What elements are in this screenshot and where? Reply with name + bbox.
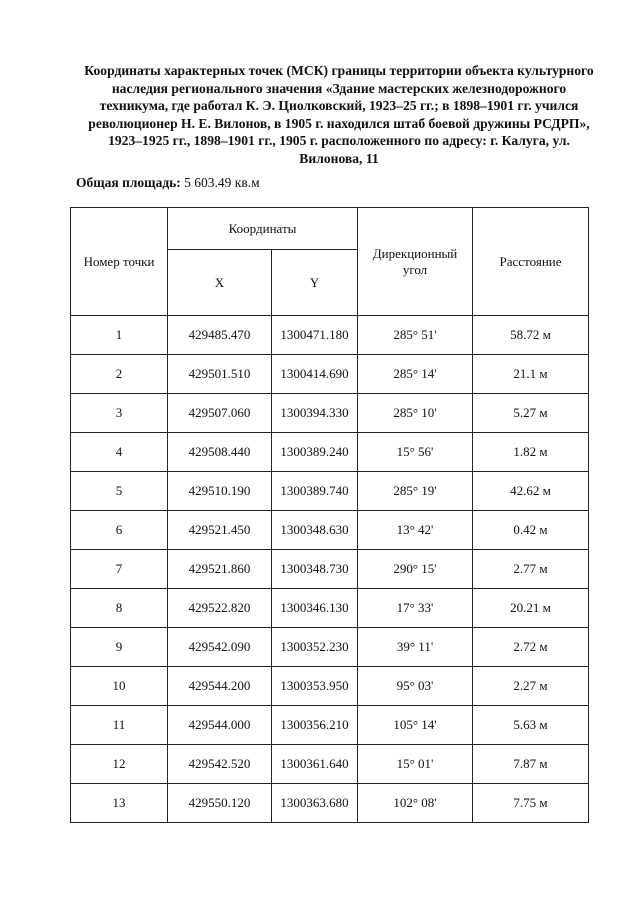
cell-direction-angle: 105° 14' bbox=[358, 706, 473, 745]
header-y: Y bbox=[272, 250, 358, 316]
cell-x: 429542.520 bbox=[168, 745, 272, 784]
cell-distance: 2.77 м bbox=[473, 550, 589, 589]
cell-direction-angle: 95° 03' bbox=[358, 667, 473, 706]
table-row bbox=[71, 511, 589, 550]
cell-distance: 0.42 м bbox=[473, 511, 589, 550]
header-distance: Расстояние bbox=[473, 208, 589, 316]
cell-x: 429544.200 bbox=[168, 667, 272, 706]
table-row bbox=[71, 394, 589, 433]
cell-y: 1300348.630 bbox=[272, 511, 358, 550]
cell-point-number: 4 bbox=[71, 433, 168, 472]
cell-y: 1300414.690 bbox=[272, 355, 358, 394]
table-row bbox=[71, 589, 589, 628]
cell-y: 1300352.230 bbox=[272, 628, 358, 667]
cell-point-number: 2 bbox=[71, 355, 168, 394]
table-row bbox=[71, 784, 589, 823]
cell-x: 429542.090 bbox=[168, 628, 272, 667]
cell-direction-angle: 285° 19' bbox=[358, 472, 473, 511]
cell-y: 1300389.240 bbox=[272, 433, 358, 472]
cell-point-number: 1 bbox=[71, 316, 168, 355]
cell-distance: 5.27 м bbox=[473, 394, 589, 433]
cell-x: 429521.860 bbox=[168, 550, 272, 589]
cell-distance: 58.72 м bbox=[473, 316, 589, 355]
cell-direction-angle: 285° 14' bbox=[358, 355, 473, 394]
cell-direction-angle: 290° 15' bbox=[358, 550, 473, 589]
cell-direction-angle: 285° 10' bbox=[358, 394, 473, 433]
cell-point-number: 11 bbox=[71, 706, 168, 745]
cell-point-number: 3 bbox=[71, 394, 168, 433]
cell-direction-angle: 15° 01' bbox=[358, 745, 473, 784]
cell-direction-angle: 39° 11' bbox=[358, 628, 473, 667]
table-row bbox=[71, 667, 589, 706]
total-area-label: Общая площадь: bbox=[76, 175, 181, 190]
cell-y: 1300356.210 bbox=[272, 706, 358, 745]
header-direction-angle: Дирекционный угол bbox=[358, 208, 473, 316]
cell-y: 1300471.180 bbox=[272, 316, 358, 355]
table-row bbox=[71, 745, 589, 784]
cell-distance: 7.75 м bbox=[473, 784, 589, 823]
cell-x: 429501.510 bbox=[168, 355, 272, 394]
cell-distance: 20.21 м bbox=[473, 589, 589, 628]
table-row bbox=[71, 628, 589, 667]
document-title: Координаты характерных точек (МСК) границы территории объекта культурного наследия регионального значения «Здание мастерских железнодорожного техникума, где работал К. Э. Циолковский, 1923–25 гг.; в 1898–1901 гг. учился революционер Н. Е. Вилонов, в 1905 г. находился штаб боевой дружины РСДРП», 1923–1925 гг., 1898–1901 гг., 1905 г. расположенного по адресу: г. Калуга, ул. Вилонова, 11 bbox=[84, 63, 594, 166]
cell-direction-angle: 285° 51' bbox=[358, 316, 473, 355]
cell-x: 429550.120 bbox=[168, 784, 272, 823]
cell-x: 429508.440 bbox=[168, 433, 272, 472]
cell-y: 1300361.640 bbox=[272, 745, 358, 784]
cell-y: 1300346.130 bbox=[272, 589, 358, 628]
header-x: X bbox=[168, 250, 272, 316]
cell-y: 1300363.680 bbox=[272, 784, 358, 823]
cell-distance: 2.72 м bbox=[473, 628, 589, 667]
table-row bbox=[71, 472, 589, 511]
table-row bbox=[71, 706, 589, 745]
header-point-number: Номер точки bbox=[71, 208, 168, 316]
table-row bbox=[71, 316, 589, 355]
table-row bbox=[71, 433, 589, 472]
cell-distance: 7.87 м bbox=[473, 745, 589, 784]
cell-point-number: 6 bbox=[71, 511, 168, 550]
cell-distance: 5.63 м bbox=[473, 706, 589, 745]
cell-x: 429522.820 bbox=[168, 589, 272, 628]
cell-point-number: 7 bbox=[71, 550, 168, 589]
cell-x: 429507.060 bbox=[168, 394, 272, 433]
cell-point-number: 12 bbox=[71, 745, 168, 784]
cell-y: 1300389.740 bbox=[272, 472, 358, 511]
total-area-value: 5 603.49 кв.м bbox=[184, 175, 260, 190]
cell-point-number: 10 bbox=[71, 667, 168, 706]
cell-x: 429485.470 bbox=[168, 316, 272, 355]
cell-direction-angle: 102° 08' bbox=[358, 784, 473, 823]
table-row bbox=[71, 355, 589, 394]
cell-distance: 2.27 м bbox=[473, 667, 589, 706]
cell-x: 429521.450 bbox=[168, 511, 272, 550]
cell-distance: 21.1 м bbox=[473, 355, 589, 394]
cell-x: 429510.190 bbox=[168, 472, 272, 511]
cell-direction-angle: 17° 33' bbox=[358, 589, 473, 628]
cell-distance: 42.62 м bbox=[473, 472, 589, 511]
header-coordinates: Координаты bbox=[168, 208, 358, 250]
cell-y: 1300394.330 bbox=[272, 394, 358, 433]
cell-point-number: 9 bbox=[71, 628, 168, 667]
cell-direction-angle: 13° 42' bbox=[358, 511, 473, 550]
table-row bbox=[71, 550, 589, 589]
cell-point-number: 8 bbox=[71, 589, 168, 628]
cell-point-number: 5 bbox=[71, 472, 168, 511]
cell-direction-angle: 15° 56' bbox=[358, 433, 473, 472]
cell-point-number: 13 bbox=[71, 784, 168, 823]
cell-x: 429544.000 bbox=[168, 706, 272, 745]
cell-y: 1300353.950 bbox=[272, 667, 358, 706]
cell-y: 1300348.730 bbox=[272, 550, 358, 589]
total-area bbox=[76, 175, 260, 191]
cell-distance: 1.82 м bbox=[473, 433, 589, 472]
coordinates-table bbox=[70, 207, 589, 823]
